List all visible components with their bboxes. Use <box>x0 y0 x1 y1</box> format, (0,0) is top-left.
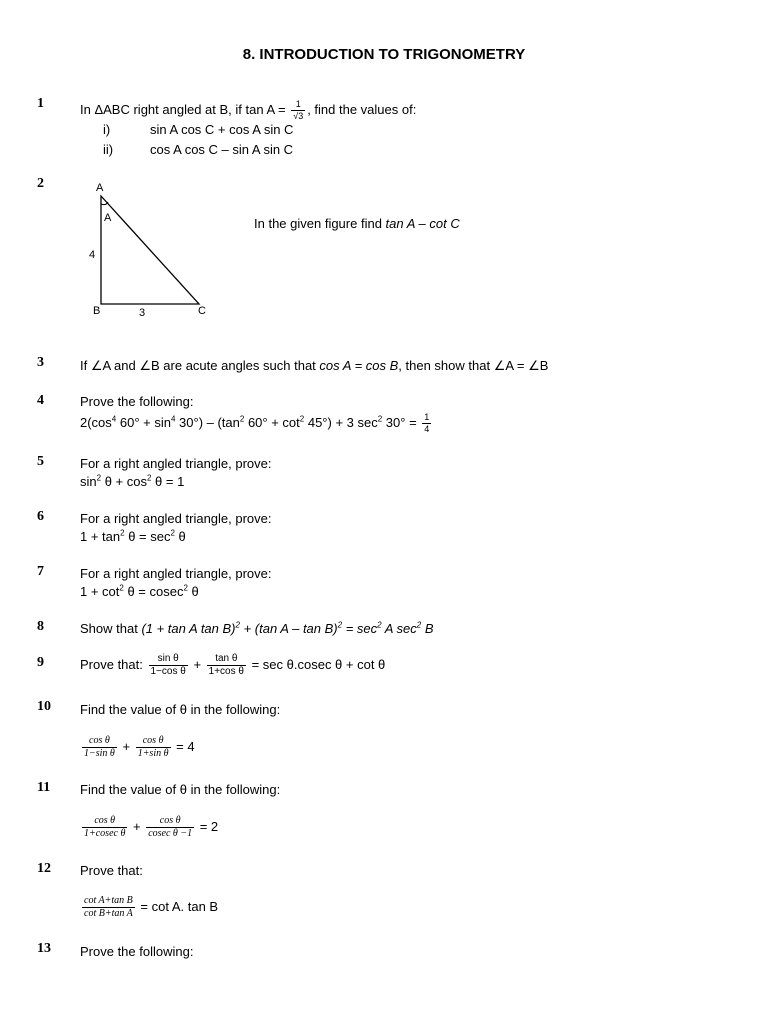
question-number: 11 <box>37 780 51 795</box>
side-bc-label: 3 <box>139 307 146 319</box>
question-5-intro: For a right angled triangle, prove: <box>80 456 272 471</box>
question-8-text: Show that (1 + tan A tan B)$^2$ + (tan $A - \tan B)^2 = \sec^2 A$ $\sec^2 B$ <box>80 620 434 636</box>
question-2-text: In the given figure find tan A – cot C <box>254 216 460 231</box>
question-number: 1 <box>37 96 44 111</box>
question-6-identity: $1 + \tan^2 \theta = \sec^2 \theta$ <box>80 528 186 544</box>
question-7-intro: For a right angled triangle, prove: <box>80 566 272 581</box>
question-number: 13 <box>37 941 51 956</box>
question-3-text: If ∠A and ∠B are acute angles such that cos A = cos B, then show that ∠A = ∠B <box>80 358 549 373</box>
question-10-equation: $\frac{\text{cos θ}}{\text{1−sin θ}}$ + $\frac{\text{cos θ}}{\text{1+sin θ}}$ = 4 <box>84 735 195 759</box>
question-5-identity: $\sin^2 \theta + \cos^2 \theta = 1$ <box>80 473 185 489</box>
triangle-abc <box>101 196 199 304</box>
question-12-intro: Prove that: <box>80 863 143 878</box>
question-1-text: In ΔABC right angled at B, if tan A = $\frac{1}{√3}$ , find the values of: <box>80 99 417 121</box>
question-1-part-ii-label: ii) <box>103 142 114 157</box>
question-number: 8 <box>37 619 44 634</box>
fraction: $\frac{\text{cos θ}}{\text{1−sin θ}}$ <box>84 735 115 759</box>
question-10-intro: Find the value of θ in the following: <box>80 702 281 717</box>
question-number: 7 <box>37 564 44 579</box>
fraction: $\frac{\text{cot A+tan B}}{\text{cot B+tan A}}$ <box>84 895 133 919</box>
angle-a-label: A <box>104 212 112 224</box>
question-number: 5 <box>37 454 44 469</box>
question-6-intro: For a right angled triangle, prove: <box>80 511 272 526</box>
question-1-part-i-label: i) <box>103 122 111 137</box>
question-4-expression: $2(\cos^4$ $60^\circ + \sin^4 30^\circ) - (\tan^2$ $60^\circ + \cot^2 45^\circ) + 3$ $\sec^2 30^\circ$ = $\frac{1}{4}$ <box>80 412 430 434</box>
question-12-equation: $\frac{\text{cot A+tan B}}{\text{cot B+tan A}}$ = cot A. tan B <box>84 895 219 919</box>
question-4-intro: Prove the following: <box>80 394 194 409</box>
page-title: 8. INTRODUCTION TO TRIGONOMETRY <box>242 46 526 63</box>
question-13-intro: Prove the following: <box>80 944 194 959</box>
question-number: 10 <box>37 699 51 714</box>
vertex-a-label: A <box>96 182 104 194</box>
question-1-part-i: sin A cos C + cos A sin C <box>150 122 294 137</box>
fraction: $\frac{1}{4}$ <box>424 412 430 434</box>
question-number: 9 <box>37 655 44 670</box>
question-number: 3 <box>37 355 44 370</box>
fraction: $\frac{\text{cos θ}}{\text{1+cosec θ}}$ <box>84 815 126 839</box>
fraction: $\frac{1}{√3}$ <box>293 99 304 121</box>
triangle-figure <box>80 178 220 323</box>
fraction: $\frac{\text{cos θ}}{\text{1+sin θ}}$ <box>137 735 169 759</box>
question-9-text: Prove that: $\frac{\text{sin θ}}{\text{1−cos θ}}$ + $\frac{\text{tan θ}}{\text{1+cos θ}}$ = sec θ.cosec θ + cot θ <box>80 653 386 677</box>
question-number: 12 <box>37 861 51 876</box>
question-7-identity: $1 + \cot^2 \theta = cosec^2$ θ <box>80 583 199 599</box>
question-11-equation: $\frac{\text{cos θ}}{\text{1+cosec θ}}$ + $\frac{\text{cos θ}}{\text{cosec θ −1}}$ = 2 <box>84 815 219 839</box>
question-number: 6 <box>37 509 44 524</box>
fraction: $\frac{\text{tan θ}}{\text{1+cos θ}}$ <box>208 653 244 677</box>
question-11-intro: Find the value of θ in the following: <box>80 782 281 797</box>
vertex-c-label: C <box>198 305 206 317</box>
fraction: $\frac{\text{sin θ}}{\text{1−cos θ}}$ <box>150 653 186 677</box>
side-ab-label: 4 <box>89 249 96 261</box>
fraction: $\frac{\text{cos θ}}{\text{cosec θ −1}}$ <box>148 815 193 839</box>
vertex-b-label: B <box>93 305 101 317</box>
question-number: 2 <box>37 176 44 191</box>
question-1-part-ii: cos A cos C – sin A sin C <box>150 142 294 157</box>
question-number: 4 <box>37 393 44 408</box>
